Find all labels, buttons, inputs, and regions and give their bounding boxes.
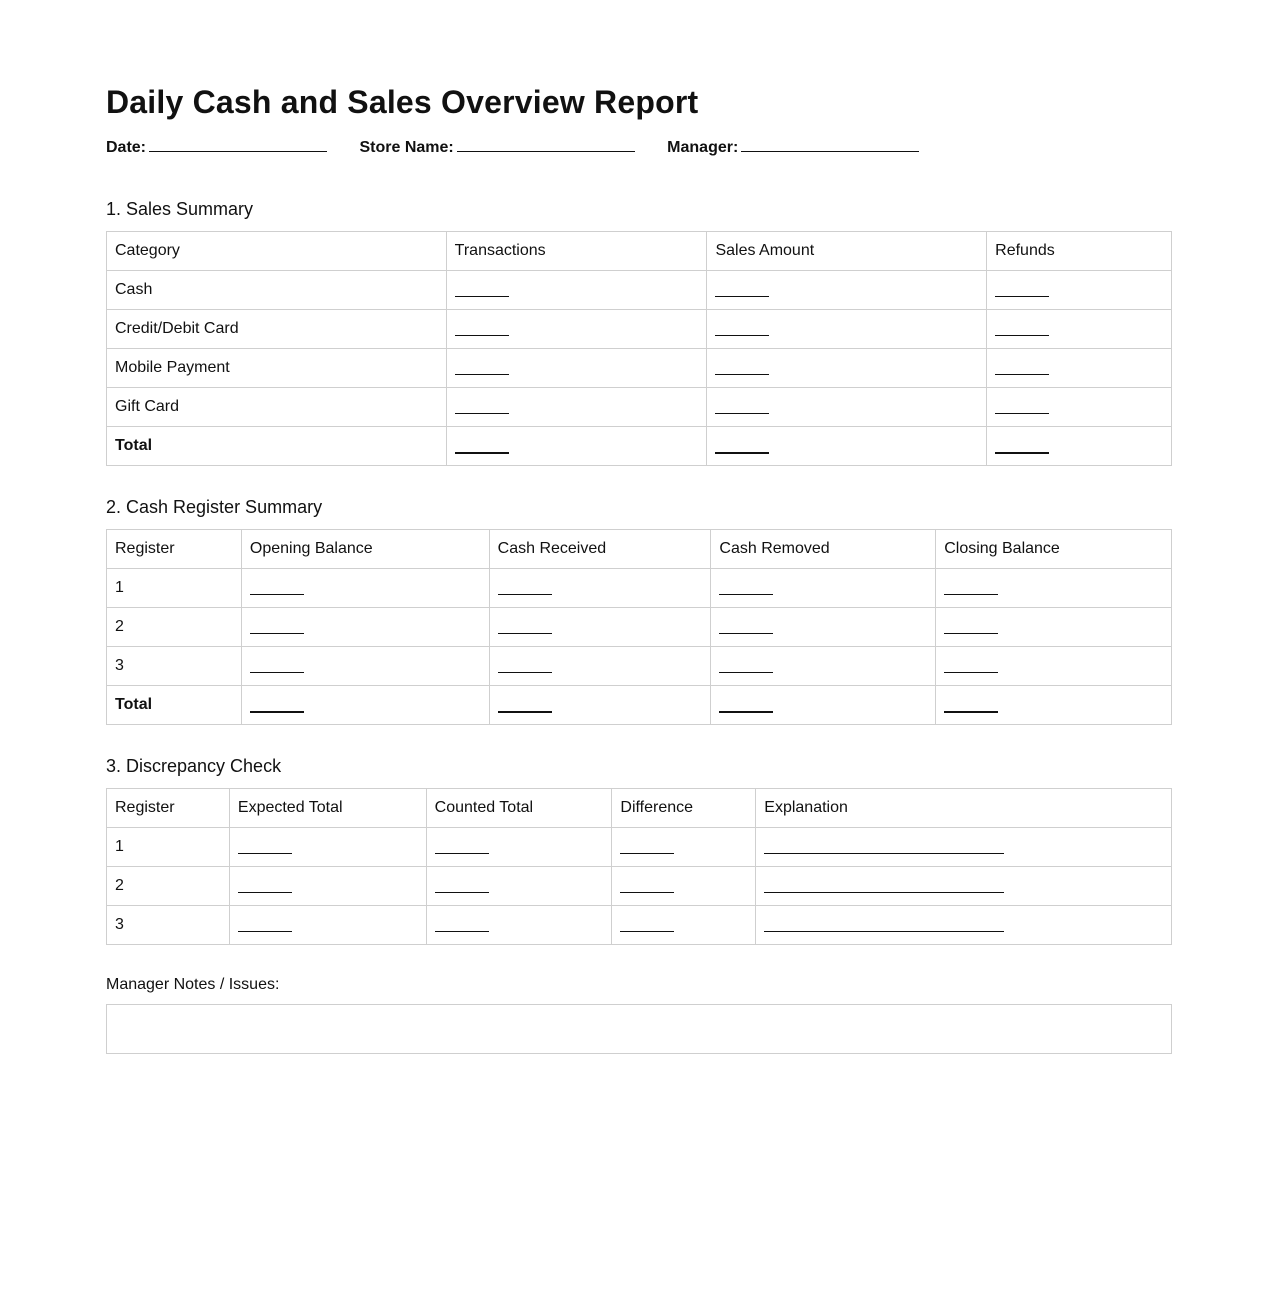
total-label: Total xyxy=(107,427,447,466)
column-header: Expected Total xyxy=(229,789,426,828)
table-cell xyxy=(446,388,707,427)
fill-in-blank[interactable] xyxy=(250,658,304,673)
table-cell xyxy=(489,569,711,608)
sales-summary-section xyxy=(106,197,1172,466)
table-cell xyxy=(612,906,756,945)
table-cell xyxy=(446,310,707,349)
table-row xyxy=(107,271,1172,310)
fill-in-blank[interactable] xyxy=(455,360,509,375)
table-cell xyxy=(426,828,612,867)
fill-in-blank[interactable] xyxy=(238,878,292,893)
row-label: 2 xyxy=(107,867,230,906)
fill-in-blank[interactable] xyxy=(498,658,552,673)
sales-summary-heading: 1. Sales Summary xyxy=(106,199,254,219)
table-cell xyxy=(612,828,756,867)
column-header: Explanation xyxy=(756,789,1172,828)
column-header: Cash Received xyxy=(489,530,711,569)
cash-register-summary-heading: 2. Cash Register Summary xyxy=(106,497,323,517)
table-row xyxy=(107,349,1172,388)
column-header: Closing Balance xyxy=(936,530,1172,569)
report-title: Daily Cash and Sales Overview Report xyxy=(106,84,699,120)
discrepancy-check-table xyxy=(106,788,1172,945)
fill-in-blank[interactable] xyxy=(715,399,769,414)
table-cell xyxy=(707,271,987,310)
fill-in-blank[interactable] xyxy=(715,321,769,336)
table-cell xyxy=(426,867,612,906)
store-name-field xyxy=(359,136,634,159)
table-cell xyxy=(229,867,426,906)
fill-in-blank[interactable] xyxy=(435,917,489,932)
table-cell xyxy=(229,828,426,867)
table-cell xyxy=(711,608,936,647)
table-cell xyxy=(756,828,1172,867)
report-page xyxy=(106,80,1172,993)
fill-in-blank[interactable] xyxy=(719,619,773,634)
table-cell xyxy=(707,310,987,349)
row-label: 3 xyxy=(107,647,242,686)
manager-notes-section xyxy=(106,974,1172,1054)
table-cell xyxy=(707,349,987,388)
fill-in-blank[interactable] xyxy=(715,360,769,375)
fill-in-blank[interactable] xyxy=(944,580,998,595)
manager-blank[interactable] xyxy=(741,136,919,152)
cash-register-summary-section xyxy=(106,495,1172,725)
table-cell xyxy=(707,388,987,427)
row-label: Gift Card xyxy=(107,388,447,427)
fill-in-blank[interactable] xyxy=(455,321,509,336)
fill-in-blank[interactable] xyxy=(995,360,1049,375)
table-row xyxy=(107,569,1172,608)
table-header-row xyxy=(107,232,1172,271)
fill-in-blank[interactable] xyxy=(498,697,552,713)
manager-label: Manager: xyxy=(667,139,739,156)
table-cell xyxy=(936,647,1172,686)
total-row xyxy=(107,686,1172,725)
row-label: 1 xyxy=(107,569,242,608)
fill-in-blank[interactable] xyxy=(995,399,1049,414)
fill-in-blank[interactable] xyxy=(238,839,292,854)
table-cell xyxy=(987,310,1172,349)
fill-in-blank[interactable] xyxy=(719,697,773,713)
fill-in-blank[interactable] xyxy=(435,878,489,893)
explanation-blank[interactable] xyxy=(764,917,1004,932)
table-cell xyxy=(446,349,707,388)
table-cell xyxy=(707,427,987,466)
table-cell xyxy=(987,349,1172,388)
table-cell xyxy=(241,686,489,725)
row-label: 2 xyxy=(107,608,242,647)
fill-in-blank[interactable] xyxy=(435,839,489,854)
total-label: Total xyxy=(107,686,242,725)
fill-in-blank[interactable] xyxy=(498,619,552,634)
fill-in-blank[interactable] xyxy=(719,580,773,595)
fill-in-blank[interactable] xyxy=(719,658,773,673)
fill-in-blank[interactable] xyxy=(944,697,998,713)
table-row xyxy=(107,310,1172,349)
fill-in-blank[interactable] xyxy=(995,438,1049,454)
table-cell xyxy=(426,906,612,945)
column-header: Cash Removed xyxy=(711,530,936,569)
table-cell xyxy=(936,608,1172,647)
column-header: Opening Balance xyxy=(241,530,489,569)
fill-in-blank[interactable] xyxy=(250,697,304,713)
table-cell xyxy=(987,427,1172,466)
table-row xyxy=(107,608,1172,647)
table-cell xyxy=(489,686,711,725)
table-cell xyxy=(489,647,711,686)
fill-in-blank[interactable] xyxy=(455,438,509,454)
column-header: Counted Total xyxy=(426,789,612,828)
discrepancy-check-heading: 3. Discrepancy Check xyxy=(106,756,282,776)
table-cell xyxy=(711,647,936,686)
store-name-label: Store Name: xyxy=(359,139,454,156)
table-cell xyxy=(987,271,1172,310)
table-cell xyxy=(241,608,489,647)
table-header-row xyxy=(107,530,1172,569)
sales-summary-table xyxy=(106,231,1172,466)
explanation-blank[interactable] xyxy=(764,878,1004,893)
report-meta-row xyxy=(106,136,1172,159)
fill-in-blank[interactable] xyxy=(995,282,1049,297)
fill-in-blank[interactable] xyxy=(250,619,304,634)
total-row xyxy=(107,427,1172,466)
table-row xyxy=(107,906,1172,945)
store-name-blank[interactable] xyxy=(457,136,635,152)
row-label: 3 xyxy=(107,906,230,945)
table-cell xyxy=(446,427,707,466)
fill-in-blank[interactable] xyxy=(238,917,292,932)
fill-in-blank[interactable] xyxy=(455,399,509,414)
row-label: Mobile Payment xyxy=(107,349,447,388)
table-header-row xyxy=(107,789,1172,828)
date-field xyxy=(106,136,327,159)
table-cell xyxy=(756,906,1172,945)
table-cell xyxy=(711,569,936,608)
column-header: Refunds xyxy=(987,232,1172,271)
table-cell xyxy=(446,271,707,310)
date-label: Date: xyxy=(106,139,147,156)
column-header: Sales Amount xyxy=(707,232,987,271)
row-label: Cash xyxy=(107,271,447,310)
table-cell xyxy=(489,608,711,647)
column-header: Register xyxy=(107,789,230,828)
column-header: Difference xyxy=(612,789,756,828)
fill-in-blank[interactable] xyxy=(715,438,769,454)
table-row xyxy=(107,647,1172,686)
table-cell xyxy=(229,906,426,945)
fill-in-blank[interactable] xyxy=(995,321,1049,336)
row-label: Credit/Debit Card xyxy=(107,310,447,349)
table-cell xyxy=(241,647,489,686)
table-cell xyxy=(936,569,1172,608)
table-cell xyxy=(612,867,756,906)
manager-notes-box[interactable] xyxy=(106,1004,1172,1054)
row-label: 1 xyxy=(107,828,230,867)
table-cell xyxy=(756,867,1172,906)
fill-in-blank[interactable] xyxy=(715,282,769,297)
column-header: Category xyxy=(107,232,447,271)
explanation-blank[interactable] xyxy=(764,839,1004,854)
fill-in-blank[interactable] xyxy=(498,580,552,595)
table-cell xyxy=(241,569,489,608)
manager-notes-label: Manager Notes / Issues: xyxy=(106,976,280,993)
manager-field xyxy=(667,136,919,159)
table-row xyxy=(107,828,1172,867)
fill-in-blank[interactable] xyxy=(944,619,998,634)
fill-in-blank[interactable] xyxy=(250,580,304,595)
table-row xyxy=(107,388,1172,427)
fill-in-blank[interactable] xyxy=(620,878,674,893)
fill-in-blank[interactable] xyxy=(455,282,509,297)
column-header: Register xyxy=(107,530,242,569)
column-header: Transactions xyxy=(446,232,707,271)
fill-in-blank[interactable] xyxy=(620,917,674,932)
table-cell xyxy=(936,686,1172,725)
fill-in-blank[interactable] xyxy=(944,658,998,673)
table-cell xyxy=(987,388,1172,427)
table-row xyxy=(107,867,1172,906)
discrepancy-check-section xyxy=(106,754,1172,945)
table-cell xyxy=(711,686,936,725)
fill-in-blank[interactable] xyxy=(620,839,674,854)
date-blank[interactable] xyxy=(149,136,327,152)
cash-register-summary-table xyxy=(106,529,1172,725)
